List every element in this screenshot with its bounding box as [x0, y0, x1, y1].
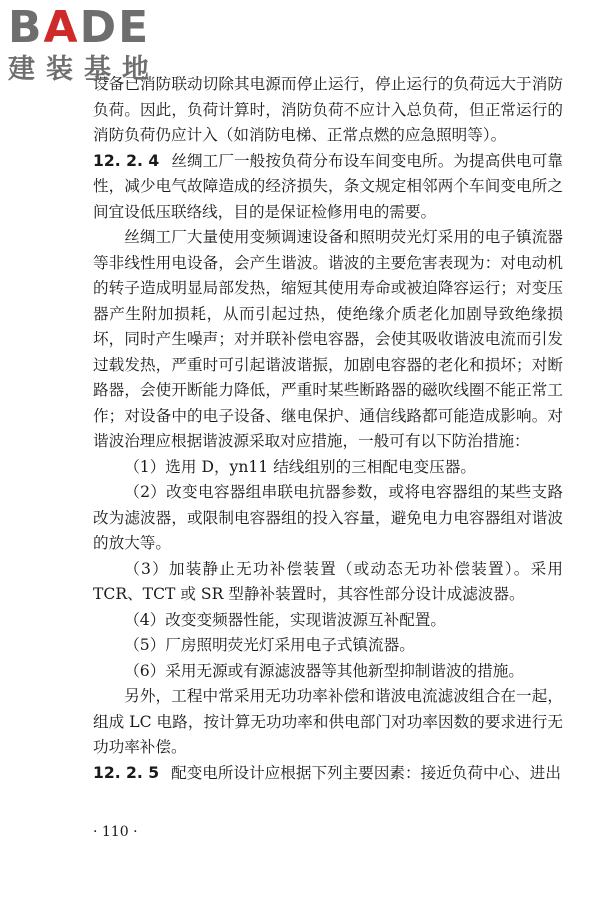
list-item: （5）厂房照明荧光灯采用电子式镇流器。	[124, 636, 415, 654]
list-item: （4）改变变频器性能，实现谐波源互补配置。	[124, 610, 446, 629]
list-item: （3）加装静止无功补偿装置（或动态无功补偿装置）。采用 TCR、TCT 或 SR 型静补装置时，其容性部分设计成滤波器。	[93, 559, 563, 603]
clause-number: 12. 2. 5	[93, 763, 160, 782]
list-item: （1）选用 D，yn11 结线组别的三相配电变压器。	[124, 457, 476, 476]
clause-number: 12. 2. 4	[93, 151, 160, 170]
clause-12-2-4	[93, 149, 563, 226]
paragraph-continued: 设备已消防联动切除其电源而停止运行，停止运行的负荷远大于消防负荷。因此，负荷计算时，消防负荷不应计入总负荷，但正常运行的消防负荷仍应计入（如消防电梯、正常点燃的应急照明等）。	[93, 75, 563, 144]
paragraph-harmonics: 丝绸工厂大量使用变频调速设备和照明荧光灯采用的电子镇流器等非线性用电设备，会产生谐波。谐波的主要危害表现为：对电动机的转子造成明显局部发热，缩短其使用寿命或被迫降容运行；对变压器产生附加损耗，从而引起过热，使绝缘介质老化加剧导致绝缘损坏，同时产生噪声；对并联补偿电容器，会使其吸收谐波电流而引发过载发热，严重时可引起谐波谐振，加剧电容器的老化和损坏；对断路器，会使开断能力降低，严重时某些断路器的磁吹线圈不能正常工作；对设备中的电子设备、继电保护、通信线路都可能造成影响。对谐波治理应根据谐波源采取对应措施，一般可有以下防治措施：	[93, 228, 563, 450]
list-item: （2）改变电容器组串联电抗器参数，或将电容器组的某些支路改为滤波器，或限制电容器组的投入容量，避免电力电容器组对谐波的放大等。	[93, 483, 563, 552]
document-body	[93, 72, 563, 786]
page-number: · 110 ·	[93, 824, 138, 840]
bade-logo	[8, 2, 178, 86]
clause-12-2-5	[93, 761, 563, 787]
paragraph-compensation: 另外，工程中常采用无功功率补偿和谐波电流滤波组合在一起，组成 LC 电路，按计算无功功率和供电部门对功率因数的要求进行无功功率补偿。	[93, 687, 563, 756]
logo-wordmark: BADE	[8, 2, 151, 53]
clause-text: 丝绸工厂一般按负荷分布设车间变电所。为提高供电可靠性，减少电气故障造成的经济损失，条文规定相邻两个车间变电所之间宜设低压联络线，目的是保证检修用电的需要。	[93, 151, 563, 221]
clause-text: 配变电所设计应根据下列主要因素：接近负荷中心、进出	[171, 763, 561, 782]
logo-accent-letter: A	[43, 2, 80, 53]
list-item: （6）采用无源或有源滤波器等其他新型抑制谐波的措施。	[124, 661, 524, 680]
logo-subtitle: 建装基地	[8, 54, 160, 85]
